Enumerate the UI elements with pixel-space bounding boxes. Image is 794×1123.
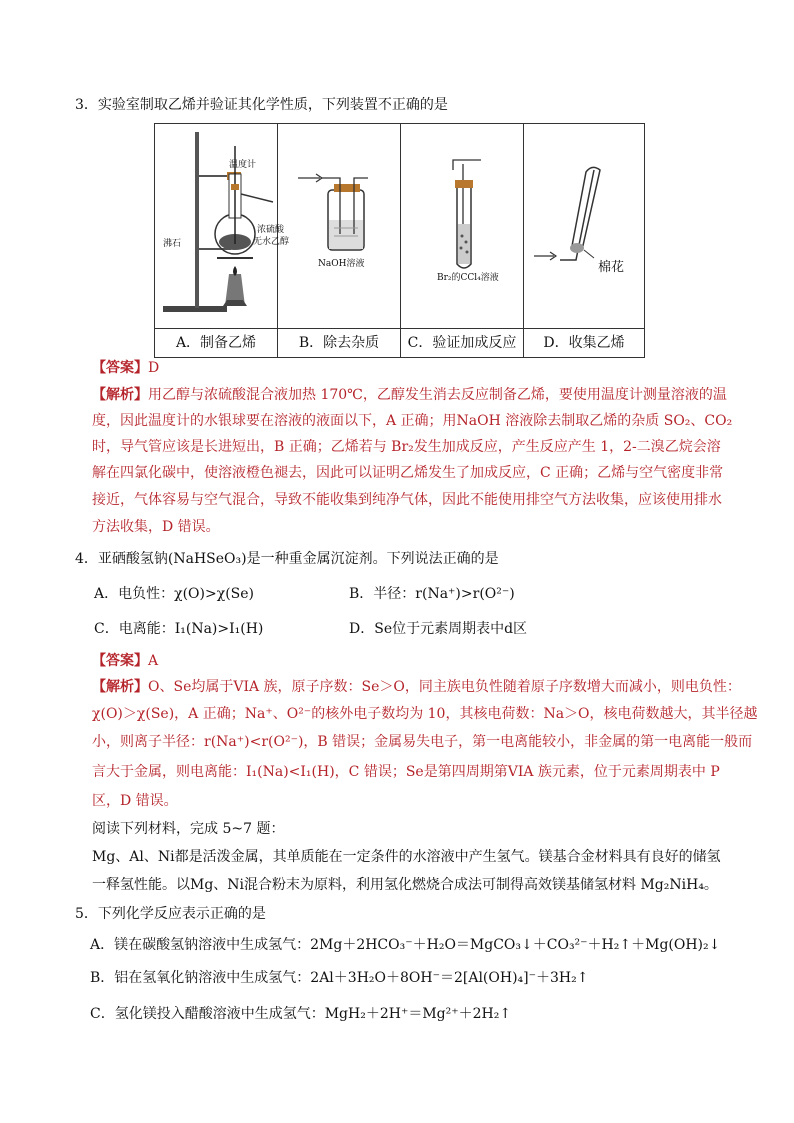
acid-label: 浓硫酸 — [257, 225, 285, 235]
bromine-test-tube-diagram — [401, 124, 523, 324]
q3-analysis-line-2: 度，因此温度计的水银球要在溶液的液面以下，A 正确；用NaOH 溶液除去制取乙烯的杂质 SO₂、CO₂ — [92, 413, 733, 429]
answer-tag: 【答案】 — [92, 653, 148, 669]
q5-option-b: B．铝在氢氧化钠溶液中生成氢气：2Al＋3H₂O＋8OH⁻＝2[Al(OH)₄]⁻＋3H₂↑ — [90, 970, 589, 986]
analysis-tag: 【解析】 — [92, 387, 148, 403]
figure-a-cell — [155, 124, 290, 329]
gas-collection-tube-diagram — [524, 124, 644, 324]
q3-analysis-line-6: 方法收集，D 错误。 — [92, 519, 220, 535]
q4-option-c: C．电离能：I₁(Na)>I₁(H) — [94, 621, 264, 637]
answer-value: D — [148, 360, 160, 376]
q4-answer — [92, 650, 158, 670]
q3-stem: 3．实验室制取乙烯并验证其化学性质，下列装置不正确的是 — [75, 97, 448, 113]
caption-b: B．除去杂质 — [278, 329, 401, 358]
caption-a: A．制备乙烯 — [155, 329, 278, 358]
q4-analysis-line-3: 小，则离子半径：r(Na⁺)<r(O²⁻)，B 错误；金属易失电子，第一电离能较小，非金属的第一电离能一般而 — [92, 734, 753, 750]
q4-option-a: A．电负性：χ(O)>χ(Se) — [94, 586, 255, 602]
q4-analysis-line-4: 言大于金属，则电离能：I₁(Na)<I₁(H)，C 错误；Se是第四周期第VIA 族元素，位于元素周期表中 P — [92, 764, 720, 780]
cotton-label: 棉花 — [598, 260, 625, 275]
q4-option-d: D．Se位于元素周期表中d区 — [349, 621, 528, 637]
q4-stem: 4．亚硒酸氢钠(NaHSeO₃)是一种重金属沉淀剂。下列说法正确的是 — [75, 551, 499, 567]
material-line-2: 一释氢性能。以Mg、Ni混合粉末为原料，利用氢化燃烧合成法可制得高效镁基储氢材料 Mg₂NiH₄。 — [92, 877, 718, 893]
q4-analysis-line-2: χ(O)＞χ(Se)，A 正确；Na⁺、O²⁻的核外电子数均为 10，其核电荷数：Na＞O，核电荷数越大，其半径越 — [92, 706, 758, 722]
q3-answer — [92, 357, 159, 377]
q5-option-a: A．镁在碳酸氢钠溶液中生成氢气：2Mg＋2HCO₃⁻＋H₂O＝MgCO₃↓＋CO₃²⁻＋H₂↑＋Mg(OH)₂↓ — [90, 937, 721, 953]
gas-washing-bottle-diagram — [278, 124, 400, 324]
caption-c: C．验证加成反应 — [401, 329, 524, 358]
figure-b-cell — [278, 124, 401, 329]
thermometer-label: 温度计 — [229, 160, 257, 170]
q5-option-c: C．氢化镁投入醋酸溶液中生成氢气：MgH₂＋2H⁺＝Mg²⁺＋2H₂↑ — [90, 1006, 512, 1022]
analysis-tag: 【解析】 — [92, 679, 148, 695]
q4-option-b: B．半径：r(Na⁺)>r(O²⁻) — [349, 586, 515, 602]
figure-c-cell — [401, 124, 524, 329]
q5-stem: 5．下列化学反应表示正确的是 — [75, 906, 266, 922]
analysis-text: O、Se均属于VIA 族，原子序数：Se＞O，同主族电负性随着原子序数增大而减小，则电负性： — [148, 679, 741, 695]
q3-figure-table — [154, 123, 645, 358]
q4-analysis-line-1 — [92, 676, 741, 696]
figure-d-cell — [524, 124, 645, 329]
analysis-text: 用乙醇与浓硫酸混合液加热 170℃，乙醇发生消去反应制备乙烯，要使用温度计测量溶液的温 — [148, 387, 727, 403]
q3-analysis-line-4: 解在四氯化碳中，使溶液橙色褪去，因此可以证明乙烯发生了加成反应，C 正确；乙烯与空气密度非常 — [92, 465, 724, 481]
q3-analysis-line-5: 接近，气体容易与空气混合，导致不能收集到纯净气体，因此不能使用排空气方法收集，应该使用排水 — [92, 492, 722, 508]
q3-analysis-line-3: 时，导气管应该是长进短出，B 正确；乙烯若与 Br₂发生加成反应，产生反应产生 1，2-二溴乙烷会溶 — [92, 439, 721, 455]
answer-tag: 【答案】 — [92, 360, 148, 376]
material-intro: 阅读下列材料，完成 5~7 题： — [92, 821, 285, 837]
q4-analysis-line-5: 区，D 错误。 — [92, 793, 178, 809]
br2-label: Br₂的CCl₄溶液 — [437, 273, 499, 283]
answer-value: A — [148, 653, 159, 669]
naoh-label: NaOH溶液 — [318, 259, 365, 269]
q3-analysis-line-1 — [92, 384, 727, 404]
caption-d: D．收集乙烯 — [524, 329, 645, 358]
material-line-1: Mg、Al、Ni都是活泼金属，其单质能在一定条件的水溶液中产生氢气。镁基合金材料具有良好的储氢 — [92, 849, 721, 865]
alcohol-label: 无水乙醇 — [253, 237, 290, 247]
boiling-stone-label: 沸石 — [163, 239, 182, 249]
